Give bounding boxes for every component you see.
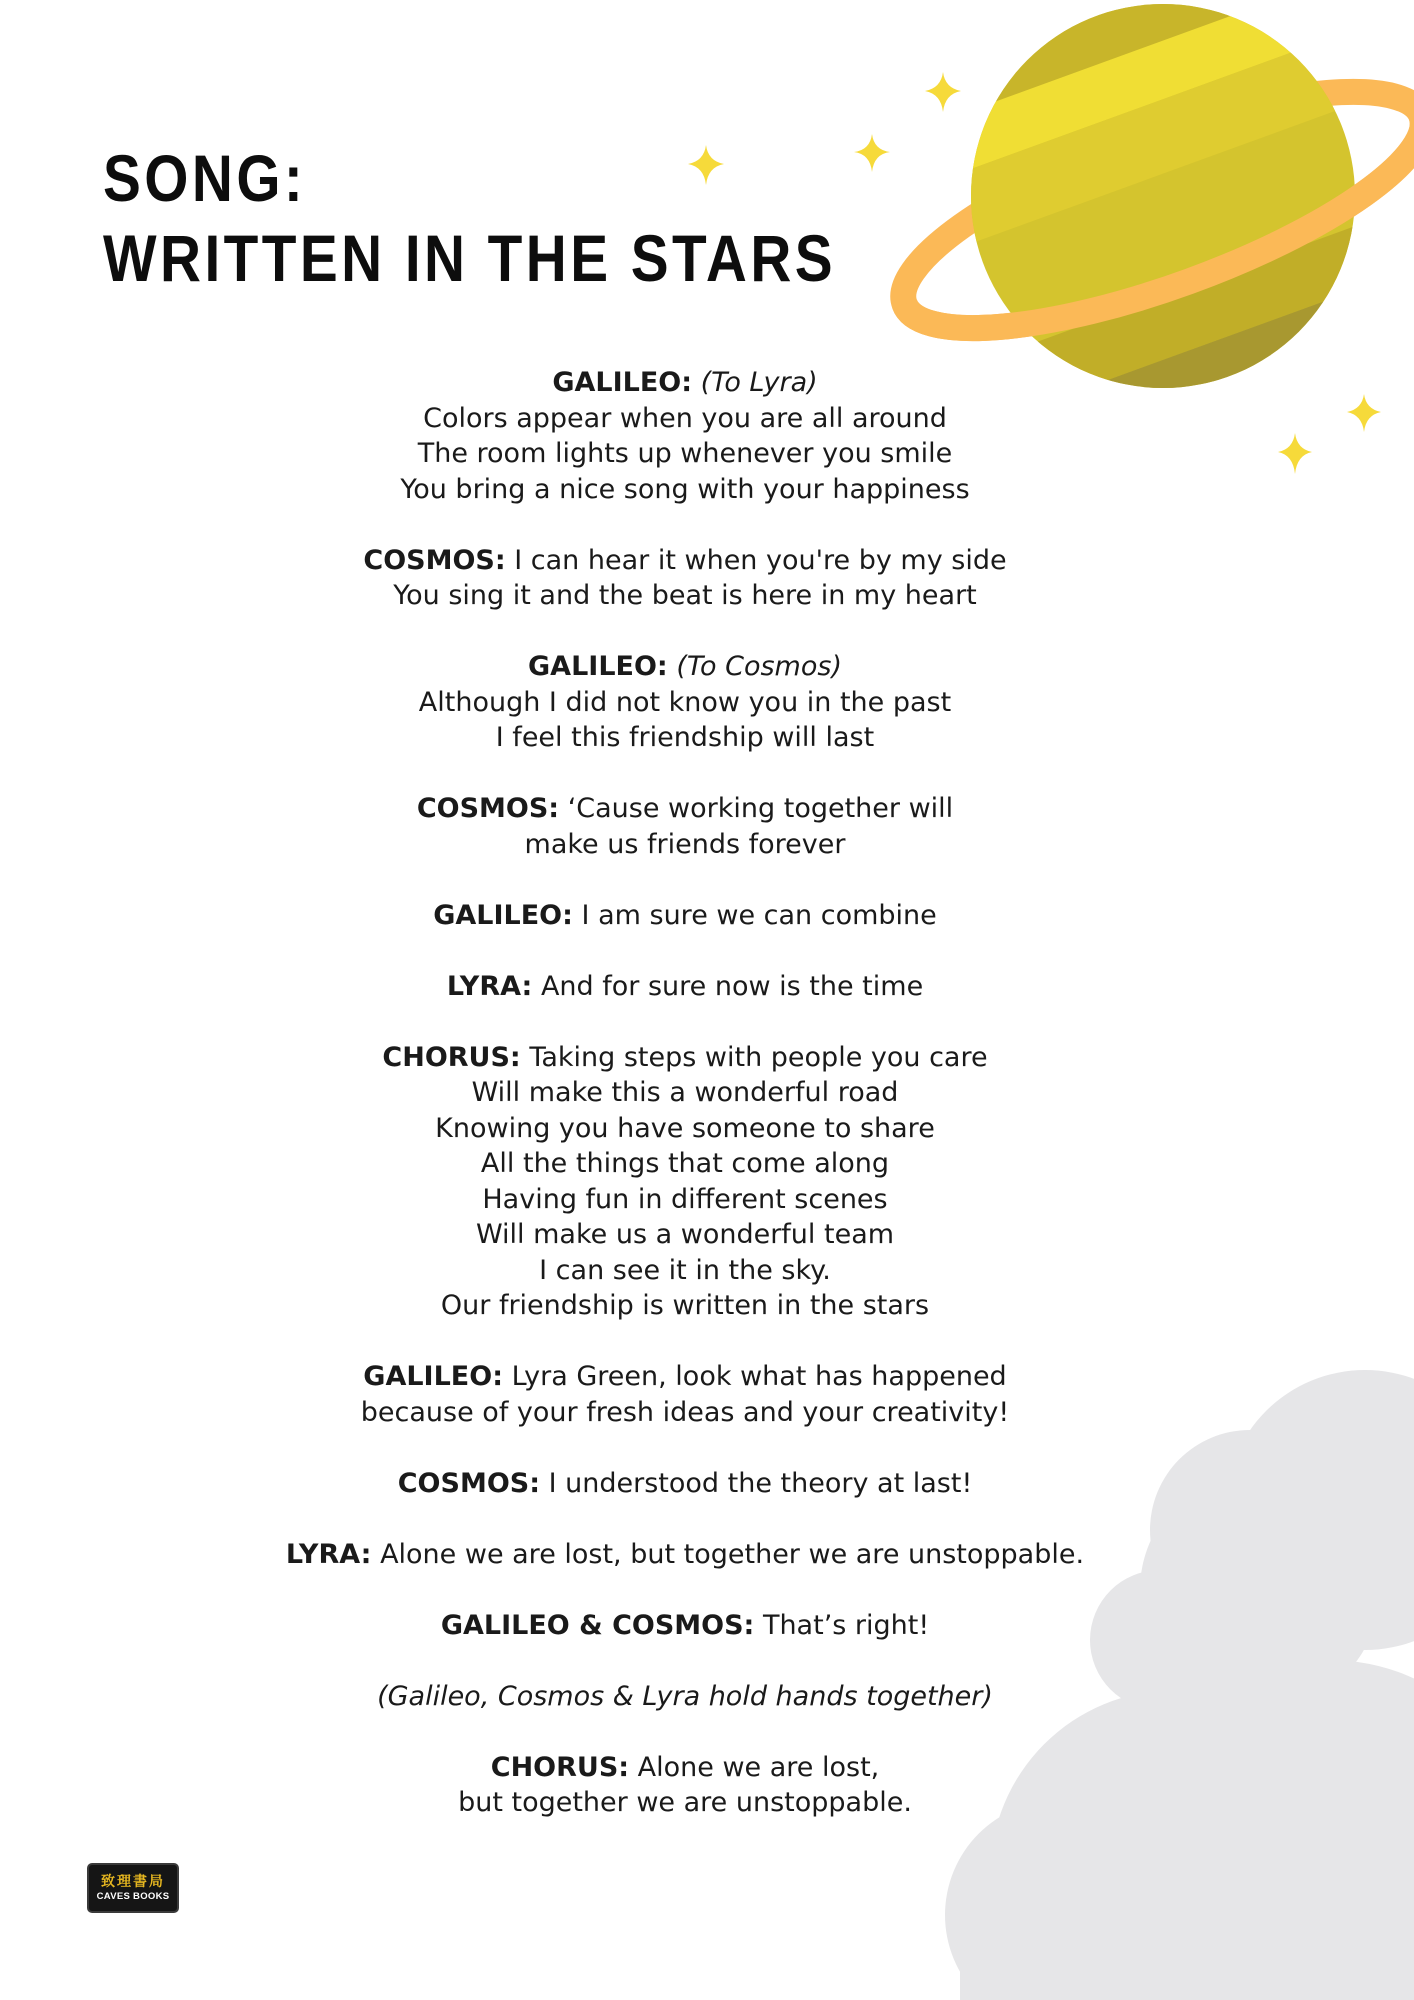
speaker-name: CHORUS: — [382, 1041, 521, 1073]
verse — [190, 1359, 1180, 1430]
stage-direction: (To Cosmos) — [676, 651, 842, 682]
lyric-line: You sing it and the beat is here in my heart — [393, 580, 977, 611]
speaker-name: GALILEO: — [433, 899, 573, 931]
lyric-line: The room lights up whenever you smile — [417, 438, 953, 469]
logo-chinese-text: 致理書局 — [101, 1874, 165, 1890]
lyric-text: Taking steps with people you care — [529, 1041, 988, 1073]
speaker-name: COSMOS: — [363, 544, 506, 576]
lyric-text: Alone we are lost, but together we are unstoppable. — [380, 1538, 1085, 1570]
verse-first-line — [190, 1608, 1180, 1644]
lyric-text: And for sure now is the time — [540, 970, 924, 1002]
lyric-text: That’s right! — [762, 1609, 930, 1641]
verse — [190, 1750, 1180, 1821]
verse-first-line — [190, 1679, 1180, 1715]
verse — [190, 898, 1180, 934]
verse — [190, 969, 1180, 1005]
lyric-line: I can see it in the sky. — [539, 1254, 831, 1286]
speaker-name: LYRA: — [285, 1538, 372, 1570]
lyric-text: I understood the theory at last! — [548, 1467, 973, 1499]
publisher-logo — [87, 1863, 179, 1913]
speaker-name: GALILEO: — [552, 367, 693, 398]
speaker-name: CHORUS: — [490, 1751, 630, 1783]
logo-english-text: CAVES BOOKS — [96, 1891, 170, 1902]
lyric-text: I can hear it when you're by my side — [514, 544, 1007, 576]
verse-first-line — [190, 543, 1180, 579]
verse — [190, 1466, 1180, 1502]
verse-first-line — [190, 1537, 1180, 1573]
verse — [190, 1679, 1180, 1715]
lyric-line: because of your fresh ideas and your creativity! — [360, 1396, 1010, 1428]
verse-first-line — [190, 969, 1180, 1005]
verse-first-line — [190, 1466, 1180, 1502]
page-title — [103, 138, 836, 298]
lyric-line: Knowing you have someone to share — [435, 1112, 935, 1144]
stage-direction: (To Lyra) — [700, 367, 818, 398]
verse — [190, 1537, 1180, 1573]
verse-first-line — [190, 649, 1180, 685]
verse — [190, 791, 1180, 862]
lyric-line: You bring a nice song with your happiness — [400, 473, 970, 505]
title-line-2: WRITTEN IN THE STARS — [103, 221, 837, 295]
verse — [190, 365, 1180, 507]
title-line-1: SONG: — [103, 141, 307, 215]
lyric-line: Having fun in different scenes — [482, 1183, 888, 1215]
lyric-text: Alone we are lost, — [637, 1751, 880, 1783]
lyric-line: Our friendship is written in the stars — [440, 1290, 930, 1321]
lyric-line: Will make this a wonderful road — [471, 1077, 899, 1108]
lyric-text: I am sure we can combine — [581, 899, 937, 931]
lyric-line: make us friends forever — [524, 828, 846, 860]
speaker-name: COSMOS: — [397, 1467, 541, 1499]
song-lyrics — [190, 365, 1180, 1856]
lyric-text: Lyra Green, look what has happened — [511, 1361, 1007, 1392]
speaker-name: LYRA: — [446, 970, 533, 1002]
speaker-name: GALILEO: — [528, 651, 668, 682]
lyric-line: Colors appear when you are all around — [423, 402, 947, 434]
lyric-line: I feel this friendship will last — [495, 722, 875, 753]
verse-first-line — [190, 898, 1180, 934]
lyric-text: ‘Cause working together will — [567, 793, 954, 824]
verse — [190, 649, 1180, 756]
verse — [190, 1608, 1180, 1644]
speaker-name: GALILEO: — [363, 1361, 504, 1392]
lyric-line: All the things that come along — [480, 1148, 890, 1179]
stage-direction: (Galileo, Cosmos & Lyra hold hands together) — [377, 1680, 993, 1712]
lyric-line: Although I did not know you in the past — [418, 686, 952, 718]
verse-first-line — [190, 1359, 1180, 1395]
verse-first-line — [190, 791, 1180, 827]
verse-first-line — [190, 1750, 1180, 1786]
lyric-line: but together we are unstoppable. — [458, 1787, 912, 1818]
verse-first-line — [190, 1040, 1180, 1076]
speaker-name: GALILEO & COSMOS: — [440, 1609, 755, 1641]
verse — [190, 543, 1180, 614]
speaker-name: COSMOS: — [416, 793, 560, 824]
verse — [190, 1040, 1180, 1324]
lyric-line: Will make us a wonderful team — [475, 1219, 895, 1250]
verse-first-line — [190, 365, 1180, 401]
